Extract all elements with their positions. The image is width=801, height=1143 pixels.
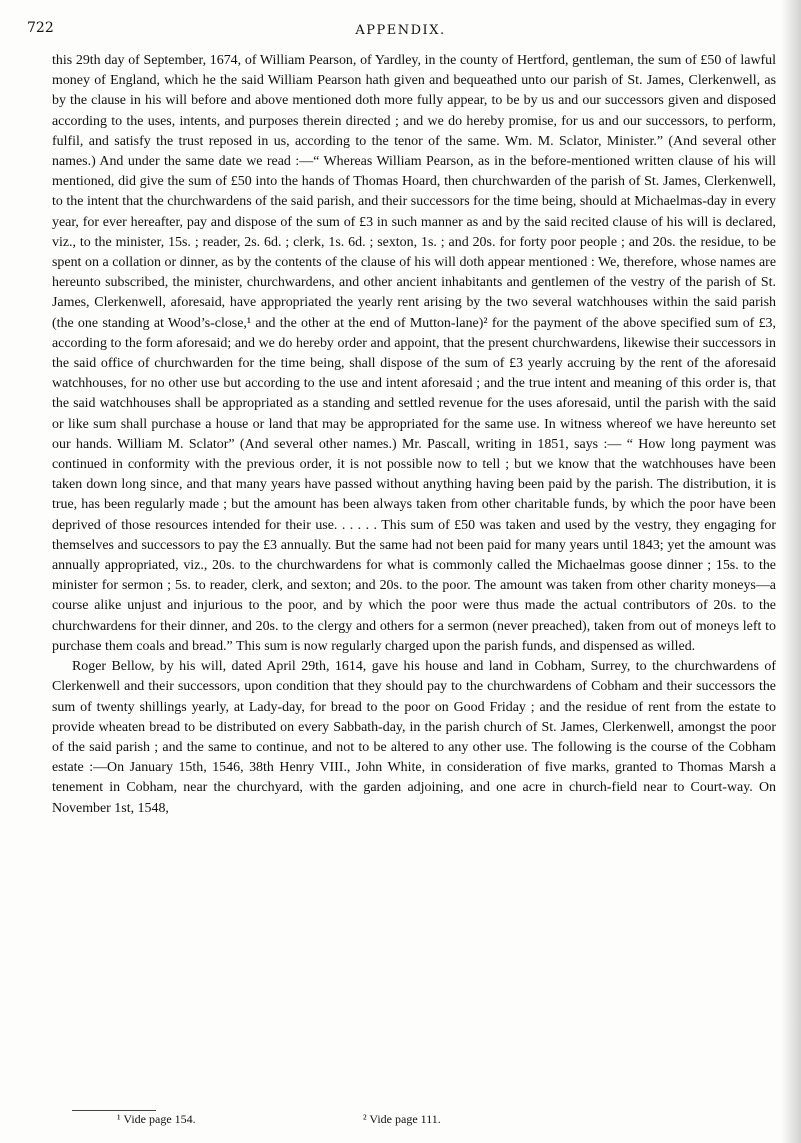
- footnote-rule: [72, 1110, 156, 1111]
- page-edge-shadow: [781, 0, 801, 1143]
- page-number: 722: [27, 20, 54, 36]
- running-head: APPENDIX.: [355, 23, 446, 38]
- footnote-2: ² Vide page 111.: [363, 1112, 441, 1126]
- body-text: [52, 51, 776, 819]
- paragraph-roger-bellow: Roger Bellow, by his will, dated April 29th, 1614, gave his house and land in Cobham, Surrey, to the churchwardens of Clerkenwell and their successors, upon condition that they should pay to the churchwardens of Cobham and their successors the sum of twenty shillings yearly, at Lady-day, for bread to the poor on Good Friday ; and the residue of rent from the estate to provide wheaten bread to be distributed on every Sabbath-day, in the parish church of St. James, Clerkenwell, amongst the poor of the said parish ; and the same to continue, and not to be altered to any other use. The following is the course of the Cobham estate :—On January 15th, 1546, 38th Henry VIII., John White, in consideration of five marks, granted to Thomas Marsh a tenement in Cobham, near the churchyard, with the garden adjoining, and one acre in church-field near to Court-way. On November 1st, 1548,: [52, 659, 776, 816]
- footnote-1: ¹ Vide page 154.: [117, 1112, 196, 1126]
- paragraph-continued: this 29th day of September, 1674, of William Pearson, of Yardley, in the county of Hertford, gentleman, the sum of £50 of lawful money of England, which he the said William Pearson hath given and bequeathed unto our parish of St. James, Clerkenwell, as by the clause in his will before and above mentioned doth more fully appear, to be by us and our successors given and disposed according to the uses, intents, and purposes therein directed ; and we do hereby promise, for us and our successors, to perform, fulfil, and satisfy the trust reposed in us, according to the tenor of the same. Wm. M. Sclator, Minister.” (And several other names.) And under the same date we read :—“ Whereas William Pearson, as in the before-mentioned written clause of his will mentioned, did give the sum of £50 into the hands of Thomas Hoard, then churchwarden of the parish of St. James, Clerkenwell, to the intent that the churchwardens of the said parish, and their successors for the time being, should at Michaelmas-day in every year, for ever hereafter, pay and dispose of the sum of £3 in such manner as and by the said recited clause of his will is declared, viz., to the minister, 15s. ; reader, 2s. 6d. ; clerk, 1s. 6d. ; sexton, 1s. ; and 20s. for forty poor people ; and 20s. the residue, to be spent on a collation or dinner, as by the contents of the clause of his will doth appear mentioned : We, therefore, whose names are hereunto subscribed, the minister, churchwardens, and other ancient inhabitants and gentlemen of the vestry of the parish of St. James, Clerkenwell, aforesaid, have appropriated the yearly rent arising by the two several watchhouses within the said parish (the one standing at Wood’s-close,¹ and the other at the end of Mutton-lane)² for the payment of the above specified sum of £3, according to the form aforesaid; and we do hereby order and appoint, that the present churchwardens, likewise their successors in the said office of churchwarden for the time being, shall dispose of the sum of £3 yearly accruing by the rent of the aforesaid watchhouses, for no other use but according to the use and intent aforesaid ; and the true intent and meaning of this order is, that the said watchhouses shall be appropriated as a standing and settled revenue for the uses aforesaid, until the parish with the said or like sum shall purchase a house or land that may be appropriated for the same use. In witness whereof we have hereunto set our hands. William M. Sclator” (And several other names.) Mr. Pascall, writing in 1851, says :— “ How long payment was continued in conformity with the previous order, it is not possible now to tell ; but we know that the watchhouses have been taken down long since, and that many years have passed without anything having been paid by the parish. The distribution, it is true, has been regularly made ; but the amount has been always taken from other charitable funds, by which the poor have been deprived of those resources intended for their use. . . . . . This sum of £50 was taken and used by the vestry, they engaging for themselves and successors to pay the £3 annually. But the same had not been paid for many years until 1843; yet the amount was annually appropriated, viz., 20s. to the churchwardens for what is commonly called the Michaelmas goose dinner ; 15s. to the minister for sermon ; 5s. to reader, clerk, and sexton; and 20s. to the poor. The amount was taken from other charity moneys—a course alike unjust and injurious to the poor, and by which the poor were thus made the actual contributors of 20s. to the churchwardens for their dinner, and 20s. to the clergy and others for a sermon (never preached), taken from out of moneys left to purchase them coals and bread.” This sum is now regularly charged upon the parish funds, and dispensed as willed.: [52, 53, 776, 654]
